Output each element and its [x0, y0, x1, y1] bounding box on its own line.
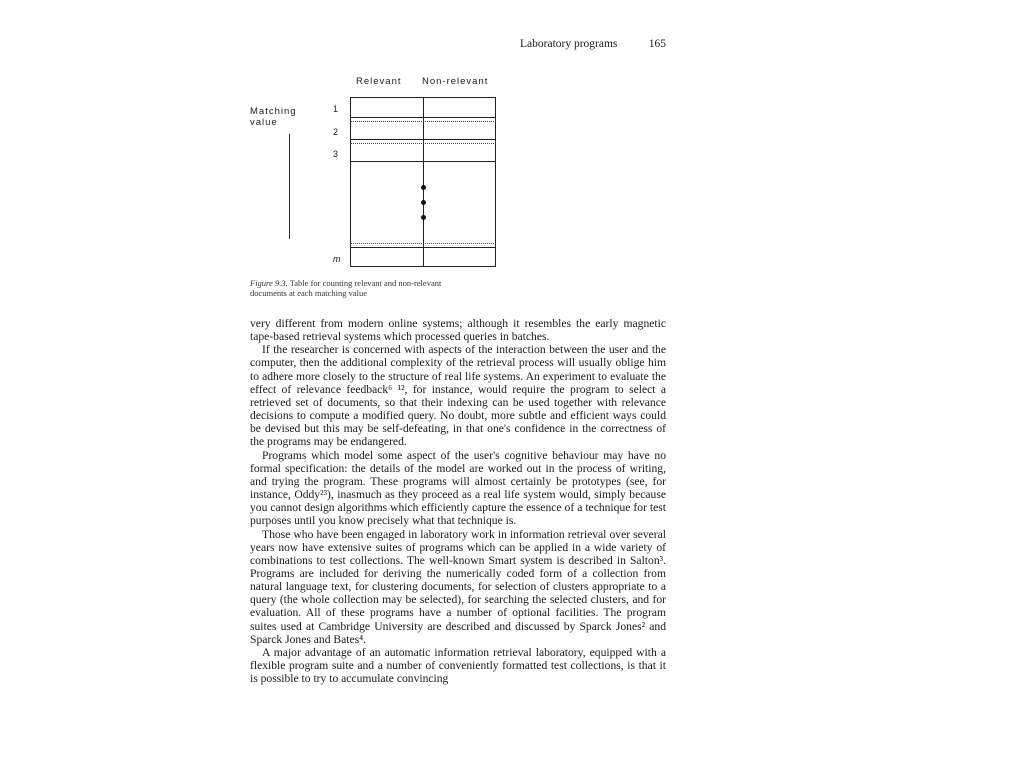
row-label-1: 1 — [333, 104, 339, 114]
paragraph: A major advantage of an automatic information retrieval laboratory, equipped with a flexible program suite and a number of conveniently formatted test collections, is that it is possible to try to accumulate convincing — [250, 645, 666, 686]
table-row-line — [350, 121, 496, 122]
row-label-m: m — [333, 254, 341, 264]
ellipsis-dot — [421, 215, 426, 220]
matching-value-arrow — [289, 134, 290, 239]
ellipsis-dot — [421, 185, 426, 190]
table-row-line — [350, 243, 496, 244]
table-row-line — [350, 117, 496, 118]
table-row-line — [350, 161, 496, 162]
table-row-line — [350, 139, 496, 140]
body-text — [250, 317, 666, 685]
column-header-relevant: Relevant — [356, 76, 402, 87]
table-column-divider — [423, 97, 424, 267]
row-label-3: 3 — [333, 149, 339, 159]
column-header-non-relevant: Non-relevant — [422, 76, 489, 87]
figure-caption-text: Table for counting relevant and non-relevant documents at each matching value — [250, 278, 442, 298]
running-head — [520, 38, 666, 50]
figure-caption — [250, 278, 460, 298]
row-label-2: 2 — [333, 127, 339, 137]
running-title: Laboratory programs — [520, 38, 618, 50]
paragraph: Those who have been engaged in laboratory work in information retrieval over several years now have extensive suites of programs which can be applied in a wide variety of combinations to test collections. The well-known Smart system is described in Salton³. Programs are included for deriving the numerically coded form of a collection from natural language text, for clustering documents, for selection of clusters appropriate to a query (the whole collection may be selected), for searching the selected clusters, and for evaluation. All of these programs have a number of optional facilities. The program suites used at Cambridge University are described and discussed by Sparck Jones² and Sparck Jones and Bates⁴. — [250, 527, 666, 646]
table-row-line — [350, 143, 496, 144]
page-number: 165 — [648, 38, 666, 50]
matching-value-label: Matching value — [250, 106, 297, 128]
figure-caption-label: Figure 9.3. — [250, 278, 288, 288]
paragraph: If the researcher is concerned with aspects of the interaction between the user and the computer, then the additional complexity of the retrieval process will usually oblige him to adhere more closely to the structure of real life systems. An experiment to evaluate the effect of relevance feedback⁶ ¹², for instance, would require the program to select a retrieved set of documents, so that their indexing can be used together with relevance decisions to compute a modified query. No doubt, more subtle and efficient ways could be devised but this may be self-defeating, in that one's confidence in the correctness of the programs may be endangered. — [250, 343, 666, 449]
paragraph: very different from modern online systems; although it resembles the early magnetic tape-based retrieval systems which processed queries in batches. — [250, 317, 666, 344]
ellipsis-dot — [421, 200, 426, 205]
paragraph: Programs which model some aspect of the user's cognitive behaviour may have no formal specification: the details of the model are worked out in the process of writing, and trying the program. These programs will almost certainly be prototypes (see, for instance, Oddy²³), inasmuch as they proceed as a real life system would, simply because you cannot design algorithms which efficiently capture the essence of a technique for test purposes until you know precisely what that technique is. — [250, 448, 666, 528]
counting-table — [350, 97, 496, 267]
table-row-line — [350, 247, 496, 248]
